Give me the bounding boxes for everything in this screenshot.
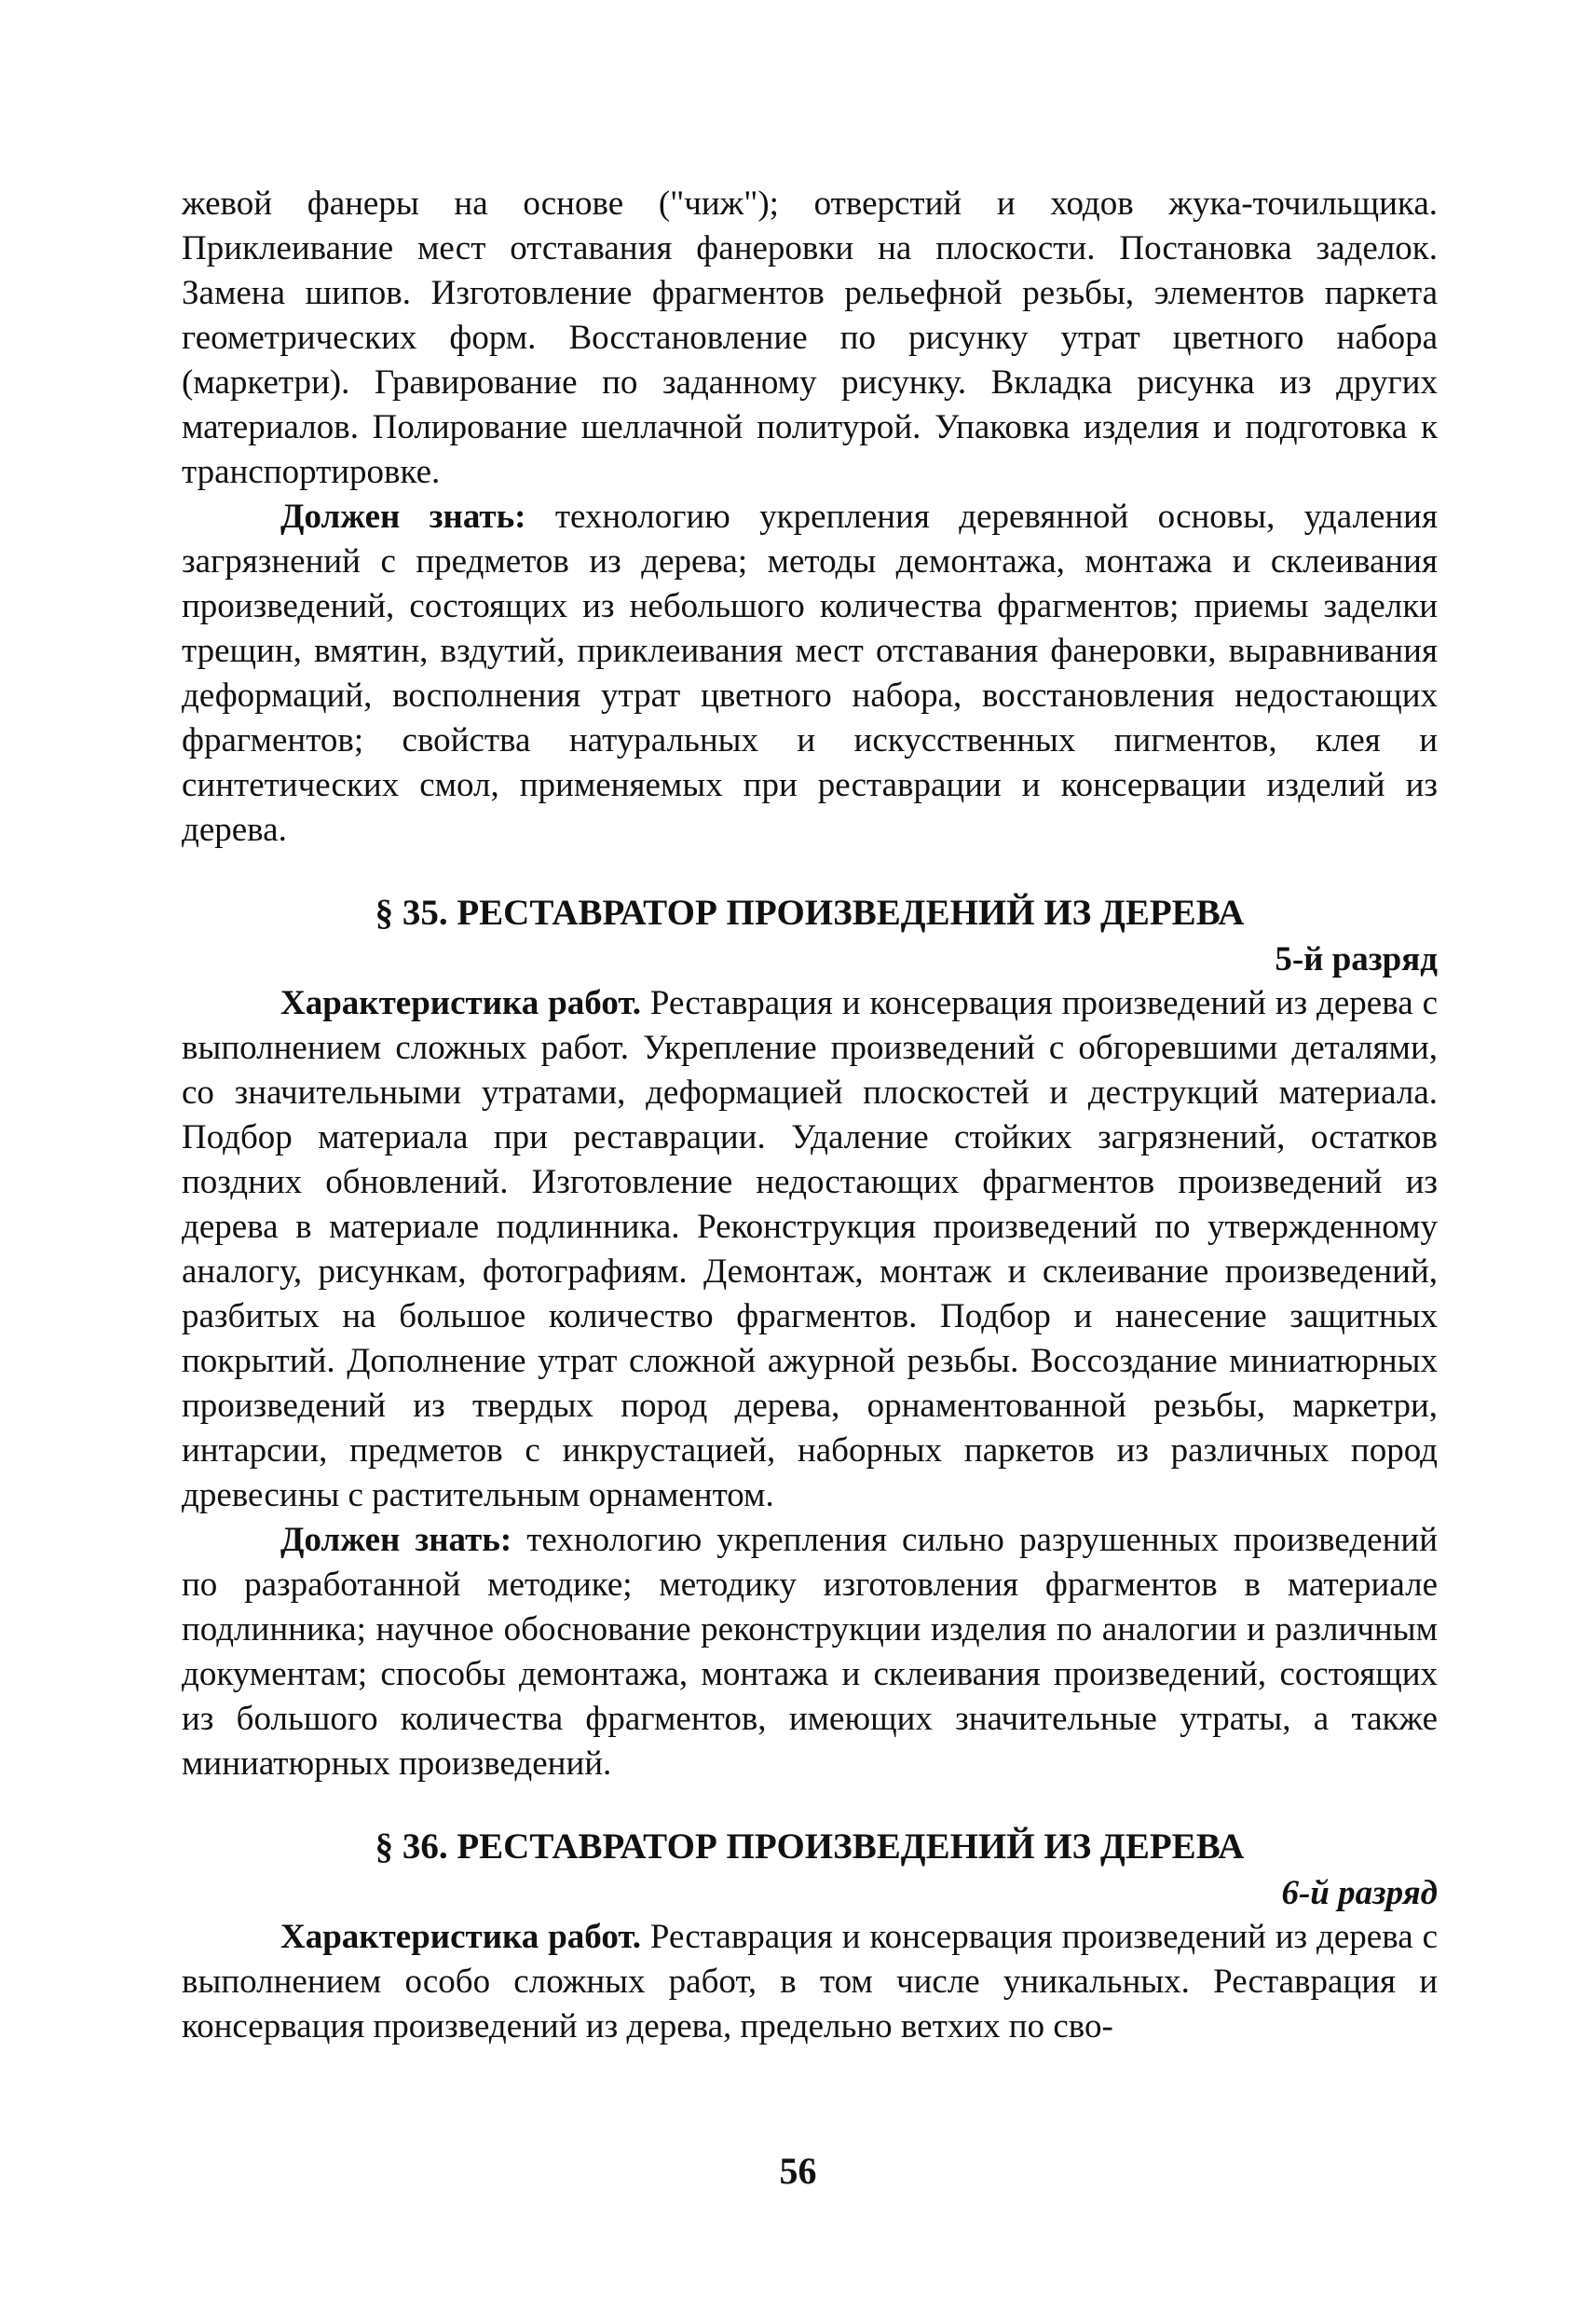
section-36-grade: 6-й разряд bbox=[1281, 1874, 1438, 1912]
knowledge-text: технологию укрепления сильно разрушенных произведений по разработанной методике; методику изготовления фрагментов в материале подлинника; научное обоснование реконструкции изделия по аналогии и различным документам; способы демонтажа, монтажа и склеивания произведений, состоящих из большого количества фрагментов, имеющих значительные утраты, а также миниатюрных произведений. bbox=[182, 1521, 1439, 1783]
knowledge-label: Должен знать: bbox=[280, 498, 526, 536]
section-35-work-paragraph bbox=[182, 981, 1438, 1518]
work-label: Характеристика работ. bbox=[280, 1918, 641, 1956]
work-label: Характеристика работ. bbox=[280, 984, 641, 1022]
section-35-grade: 5-й разряд bbox=[1275, 940, 1438, 978]
section-36-title: § 36. РЕСТАВРАТОР ПРОИЗВЕДЕНИЙ ИЗ ДЕРЕВА bbox=[375, 1826, 1245, 1867]
intro-knowledge-paragraph bbox=[182, 495, 1438, 853]
work-text: Реставрация и консервация произведений из дерева с выполнением особо сложных работ, в том числе уникальных. Реставрация и консервация произведений из дерева, предельно ветхих по сво- bbox=[182, 1918, 1439, 2045]
section-35-knowledge-paragraph bbox=[182, 1518, 1438, 1786]
knowledge-label: Должен знать: bbox=[280, 1521, 512, 1559]
section-36-work-paragraph bbox=[182, 1915, 1438, 2049]
page-number: 56 bbox=[779, 2150, 817, 2192]
section-35-title: § 35. РЕСТАВРАТОР ПРОИЗВЕДЕНИЙ ИЗ ДЕРЕВА bbox=[375, 893, 1245, 933]
document-page bbox=[182, 182, 1438, 2049]
work-text: Реставрация и консервация произведений из дерева с выполнением сложных работ. Укрепление произведений с обгоревшими деталями, со значительными утратами, деформацией плоскостей и деструкций материала. Подбор материала при реставрации. Удаление стойких загрязнений, остатков поздних обновлений. Изготовление недостающих фрагментов произведений из дерева в материале подлинника. Реконструкция произведений по утвержденному аналогу, рисункам, фотографиям. Демонтаж, монтаж и склеивание произведений, разбитых на большое количество фрагментов. Подбор и нанесение защитных покрытий. Дополнение утрат сложной ажурной резьбы. Воссоздание миниатюрных произведений из твердых пород дерева, орнаментованной резьбы, маркетри, интарсии, предметов с инкрустацией, наборных паркетов из различных пород древесины с растительным орнаментом. bbox=[182, 984, 1439, 1514]
intro-continuation-paragraph: жевой фанеры на основе ("чиж"); отверстий и ходов жука-точильщика. Приклеивание мест отставания фанеровки на плоскости. Постановка заделок. Замена шипов. Изготовление фрагментов рельефной резьбы, элементов паркета геометрических форм. Восстановление по рисунку утрат цветного набора (маркетри). Гравирование по заданному рисунку. Вкладка рисунка из других материалов. Полирование шеллачной политурой. Упаковка изделия и подготовка к транспортировке. bbox=[182, 185, 1438, 491]
knowledge-text: технологию укрепления деревянной основы, удаления загрязнений с предметов из дерева; методы демонтажа, монтажа и склеивания произведений, состоящих из небольшого количества фрагментов; приемы заделки трещин, вмятин, вздутий, приклеивания мест отставания фанеровки, выравнивания деформаций, восполнения утрат цветного набора, восстановления недостающих фрагментов; свойства натуральных и искусственных пигментов, клея и синтетических смол, применяемых при реставрации и консервации изделий из дерева. bbox=[182, 498, 1438, 849]
